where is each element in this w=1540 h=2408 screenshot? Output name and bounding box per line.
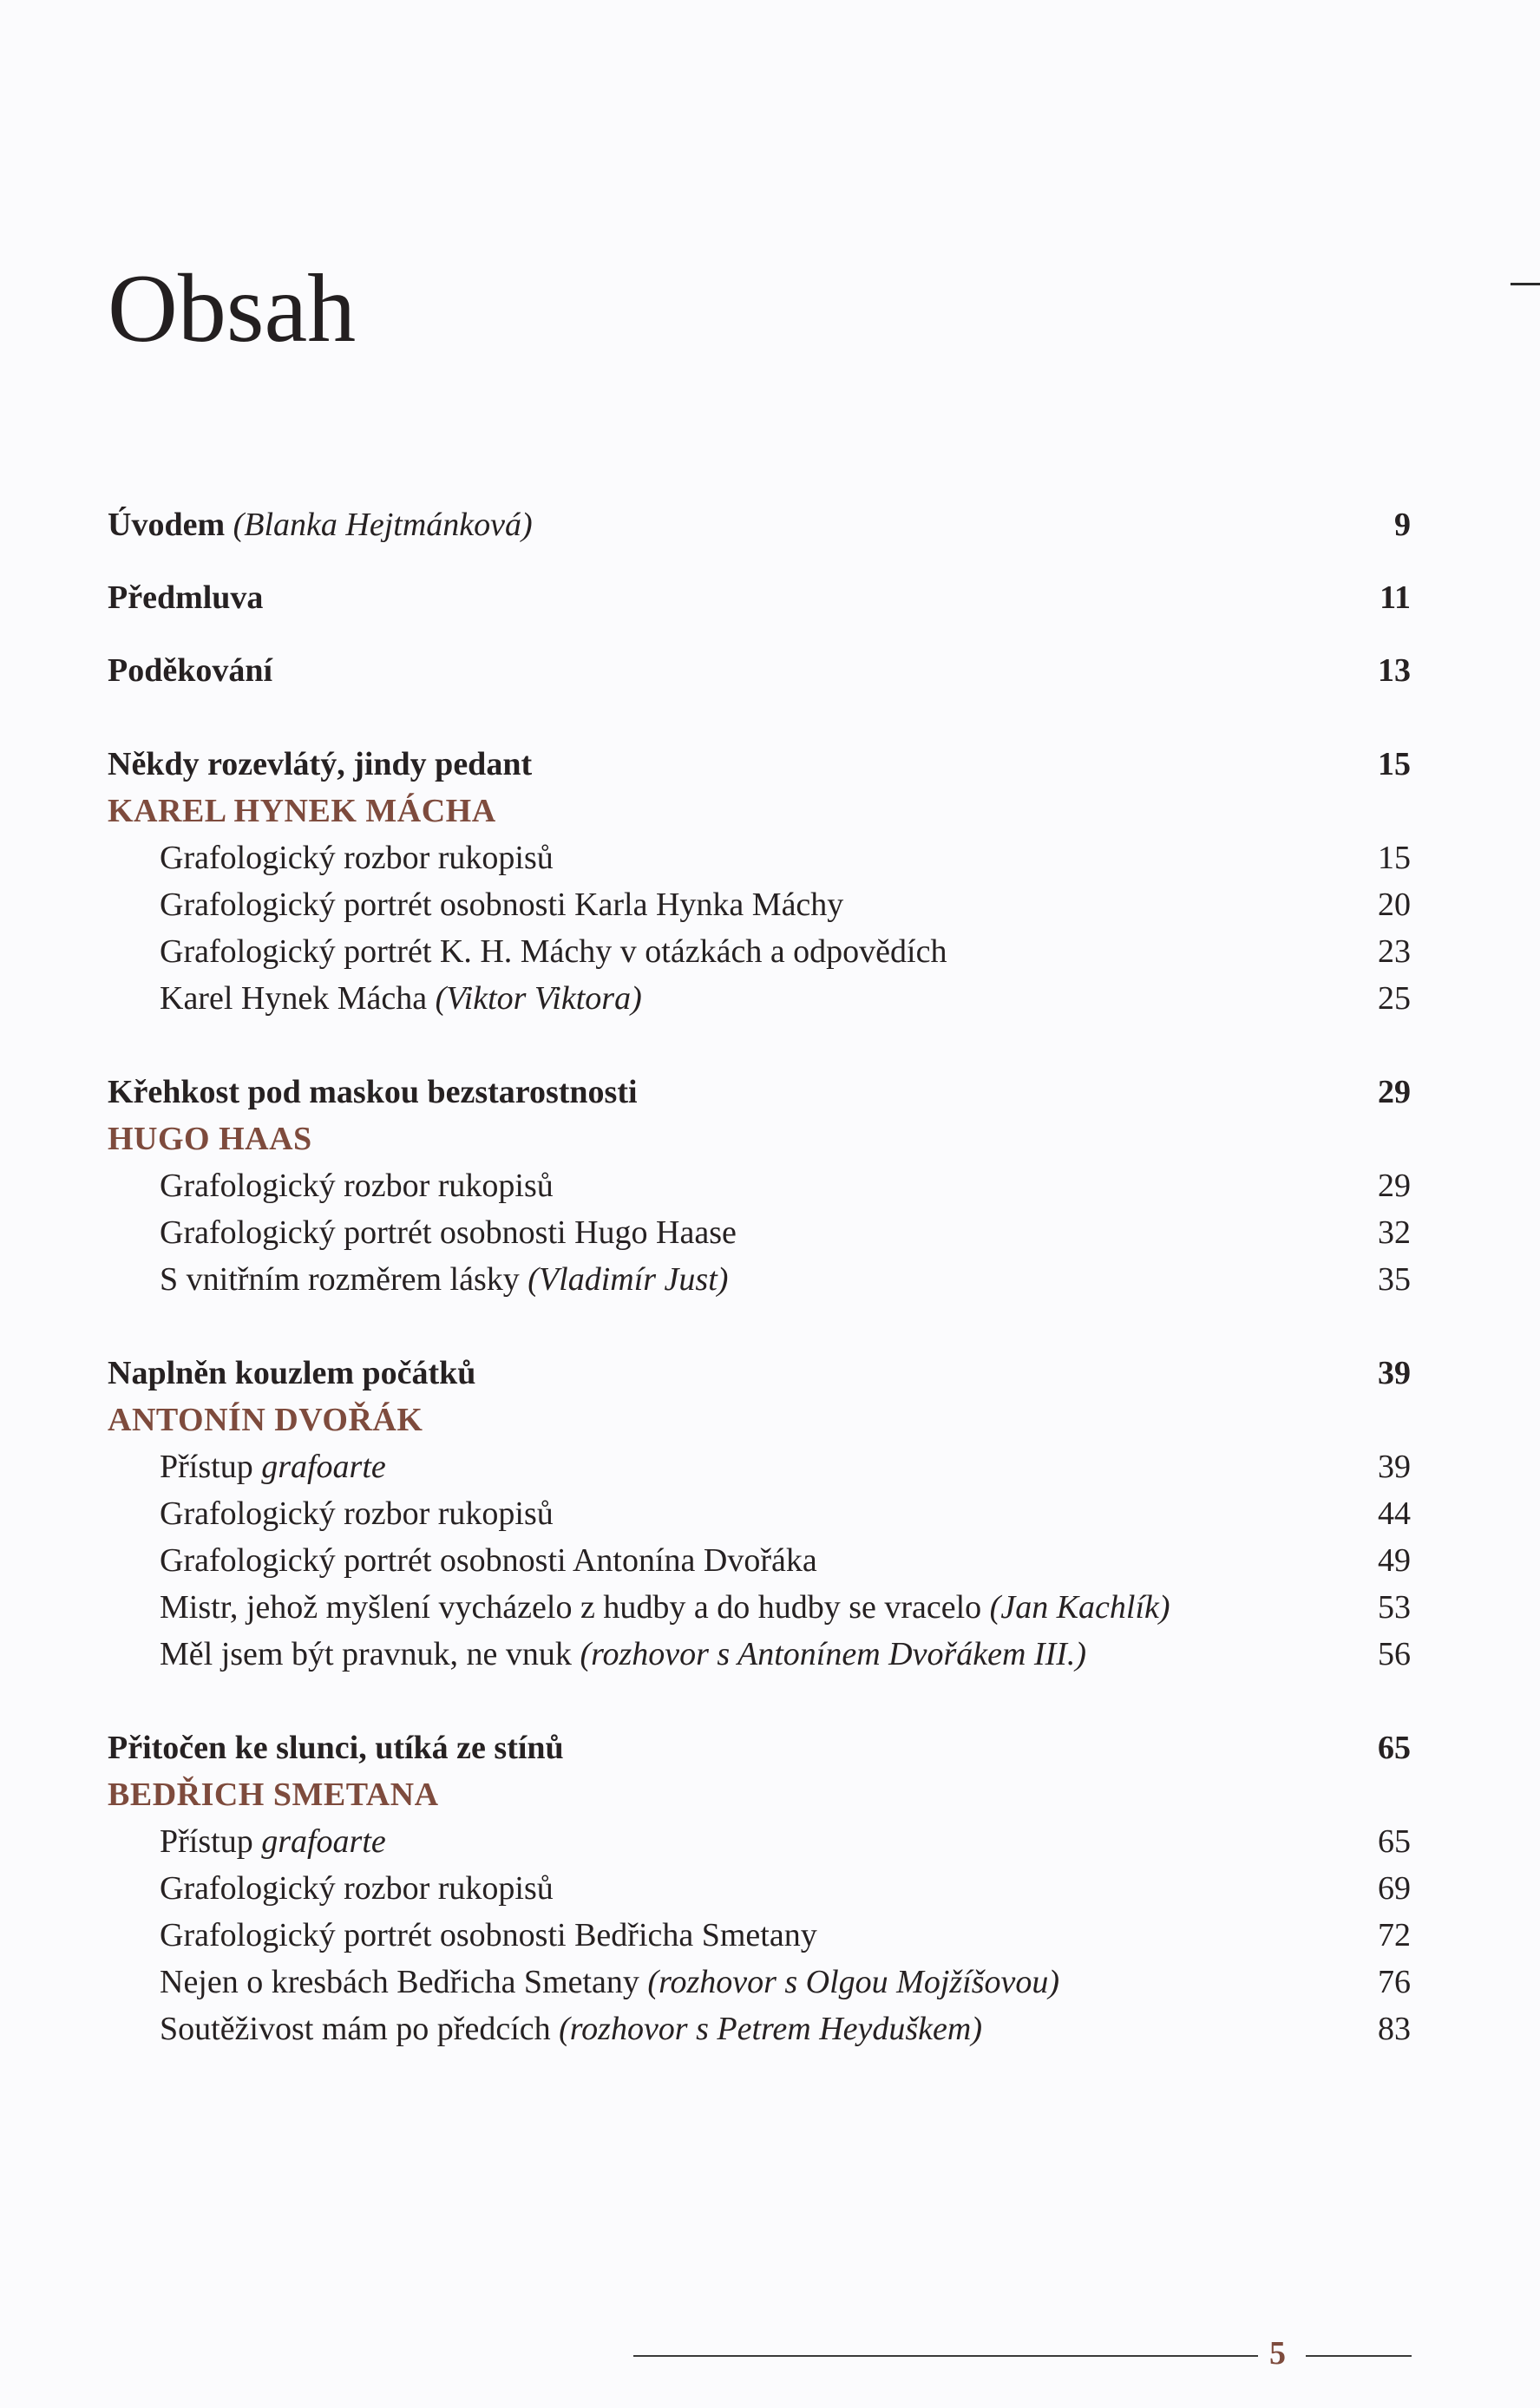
toc-page-number: 29 bbox=[1378, 1168, 1411, 1204]
toc-subentry-label: Přístup bbox=[160, 1449, 253, 1485]
toc-subentry-label: Grafologický rozbor rukopisů bbox=[160, 1870, 554, 1907]
chapter-title: Někdy rozevlátý, jindy pedant bbox=[108, 746, 533, 782]
chapter-list bbox=[108, 741, 1411, 2052]
footer-rule-left bbox=[633, 2355, 1258, 2357]
toc-subentry-label: Karel Hynek Mácha bbox=[160, 980, 428, 1017]
chapter-title-row[interactable] bbox=[108, 1724, 1411, 1771]
toc-subentry[interactable] bbox=[108, 881, 1411, 928]
toc-page-number: 29 bbox=[1378, 1074, 1411, 1110]
toc-subentry-note: (Viktor Viktora) bbox=[435, 980, 642, 1017]
toc-subentry[interactable] bbox=[108, 1818, 1411, 1865]
chapter-title-row[interactable] bbox=[108, 741, 1411, 788]
toc-page-number: 9 bbox=[1394, 507, 1411, 543]
chapter-title-row[interactable] bbox=[108, 1069, 1411, 1116]
toc-subentry[interactable] bbox=[108, 1584, 1411, 1631]
toc-entry-label: Předmluva bbox=[108, 579, 264, 616]
toc-subentry[interactable] bbox=[108, 928, 1411, 975]
toc-subentry[interactable] bbox=[108, 1912, 1411, 1959]
toc-page-number: 11 bbox=[1379, 579, 1411, 616]
toc-subentry-note: grafoarte bbox=[261, 1823, 386, 1860]
toc-page-number: 15 bbox=[1378, 840, 1411, 876]
toc-entry-label: Poděkování bbox=[108, 652, 273, 689]
toc-subentry-note: (Jan Kachlík) bbox=[989, 1589, 1170, 1626]
toc-subentry-label: Grafologický portrét osobnosti Antonína Dvořáka bbox=[160, 1542, 817, 1579]
toc-subentry-label: Měl jsem být pravnuk, ne vnuk bbox=[160, 1636, 572, 1672]
toc-subentry-label: Grafologický portrét K. H. Máchy v otázkách a odpovědích bbox=[160, 933, 947, 970]
toc-subentry[interactable] bbox=[108, 1631, 1411, 1678]
toc-subentry-label: Grafologický rozbor rukopisů bbox=[160, 1495, 554, 1532]
toc-subentry-label: Přístup bbox=[160, 1823, 253, 1860]
toc-subentry[interactable] bbox=[108, 1959, 1411, 2006]
footer-rule-right bbox=[1306, 2355, 1412, 2357]
toc-page-number: 13 bbox=[1378, 652, 1411, 689]
toc-page-number: 39 bbox=[1378, 1355, 1411, 1391]
chapter-author: KAREL HYNEK MÁCHA bbox=[108, 793, 496, 829]
toc-page-number: 72 bbox=[1378, 1917, 1411, 1953]
toc-page-number: 23 bbox=[1378, 933, 1411, 970]
chapter-title: Naplněn kouzlem počátků bbox=[108, 1355, 476, 1391]
toc-page-number: 69 bbox=[1378, 1870, 1411, 1907]
chapter-author: ANTONÍN DVOŘÁK bbox=[108, 1402, 423, 1438]
toc-subentry-note: (rozhovor s Petrem Heyduškem) bbox=[559, 2011, 983, 2047]
chapter-title: Přitočen ke slunci, utíká ze stínů bbox=[108, 1730, 564, 1766]
chapter-title-row[interactable] bbox=[108, 1350, 1411, 1397]
toc-page-number: 49 bbox=[1378, 1542, 1411, 1579]
toc-subentry-label: Grafologický portrét osobnosti Hugo Haase bbox=[160, 1214, 737, 1251]
toc-subentry-label: S vnitřním rozměrem lásky bbox=[160, 1261, 520, 1298]
toc-page-number: 25 bbox=[1378, 980, 1411, 1017]
toc-page-number: 56 bbox=[1378, 1636, 1411, 1672]
table-of-contents bbox=[108, 501, 1411, 2052]
toc-subentry-label: Grafologický rozbor rukopisů bbox=[160, 840, 554, 876]
toc-page-number: 15 bbox=[1378, 746, 1411, 782]
toc-subentry[interactable] bbox=[108, 2006, 1411, 2052]
page-footer bbox=[633, 2334, 1414, 2378]
toc-entry-acknowledgements[interactable] bbox=[108, 647, 1411, 694]
toc-entry-note: (Blanka Hejtmánková) bbox=[233, 507, 533, 543]
toc-subentry[interactable] bbox=[108, 1537, 1411, 1584]
toc-subentry-note: (rozhovor s Antonínem Dvořákem III.) bbox=[580, 1636, 1087, 1672]
toc-entry-preface[interactable] bbox=[108, 574, 1411, 621]
toc-subentry-label: Soutěživost mám po předcích bbox=[160, 2011, 551, 2047]
toc-page-number: 65 bbox=[1378, 1823, 1411, 1860]
chapter-author: HUGO HAAS bbox=[108, 1121, 312, 1157]
toc-subentry[interactable] bbox=[108, 975, 1411, 1022]
toc-subentry-note: (rozhovor s Olgou Mojžíšovou) bbox=[647, 1964, 1060, 2000]
toc-subentry[interactable] bbox=[108, 834, 1411, 881]
toc-page-number: 35 bbox=[1378, 1261, 1411, 1298]
page-number: 5 bbox=[1269, 2335, 1286, 2372]
toc-subentry-label: Grafologický rozbor rukopisů bbox=[160, 1168, 554, 1204]
toc-subentry-label: Nejen o kresbách Bedřicha Smetany bbox=[160, 1964, 639, 2000]
toc-page-number: 53 bbox=[1378, 1589, 1411, 1626]
toc-subentry[interactable] bbox=[108, 1209, 1411, 1256]
toc-page-number: 65 bbox=[1378, 1730, 1411, 1766]
toc-page-number: 83 bbox=[1378, 2011, 1411, 2047]
toc-subentry-note: grafoarte bbox=[261, 1449, 386, 1485]
toc-subentry[interactable] bbox=[108, 1256, 1411, 1303]
toc-subentry[interactable] bbox=[108, 1490, 1411, 1537]
toc-subentry[interactable] bbox=[108, 1162, 1411, 1209]
toc-subentry-note: (Vladimír Just) bbox=[528, 1261, 729, 1298]
toc-entry-label: Úvodem bbox=[108, 507, 226, 543]
page-title: Obsah bbox=[108, 255, 357, 363]
edge-mark bbox=[1511, 283, 1540, 285]
toc-subentry-label: Mistr, jehož myšlení vycházelo z hudby a do hudby se vracelo bbox=[160, 1589, 982, 1626]
toc-page-number: 76 bbox=[1378, 1964, 1411, 2000]
chapter-author: BEDŘICH SMETANA bbox=[108, 1777, 439, 1813]
toc-page-number: 39 bbox=[1378, 1449, 1411, 1485]
toc-subentry[interactable] bbox=[108, 1865, 1411, 1912]
toc-entry-intro[interactable] bbox=[108, 501, 1411, 548]
toc-page-number: 20 bbox=[1378, 887, 1411, 923]
toc-page-number: 44 bbox=[1378, 1495, 1411, 1532]
toc-page-number: 32 bbox=[1378, 1214, 1411, 1251]
toc-subentry[interactable] bbox=[108, 1443, 1411, 1490]
toc-subentry-label: Grafologický portrét osobnosti Bedřicha Smetany bbox=[160, 1917, 817, 1953]
toc-subentry-label: Grafologický portrét osobnosti Karla Hynka Máchy bbox=[160, 887, 844, 923]
chapter-title: Křehkost pod maskou bezstarostnosti bbox=[108, 1074, 638, 1110]
